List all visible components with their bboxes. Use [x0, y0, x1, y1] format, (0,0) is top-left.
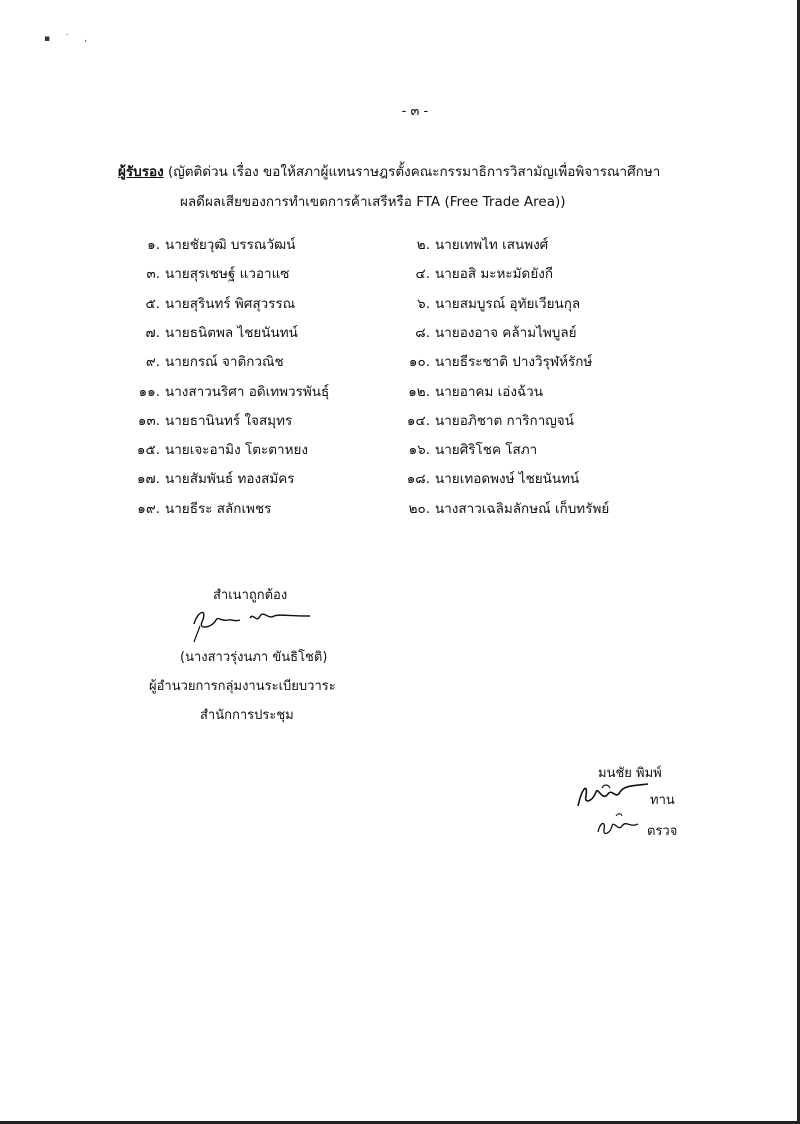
member-number: ๑๓.: [137, 413, 160, 429]
signature-reviewer: [574, 778, 654, 812]
member-item: [126, 497, 271, 519]
member-item: [396, 350, 592, 372]
member-name: นายสมบูรณ์ อุทัยเวียนกุล: [435, 296, 581, 312]
member-item: [126, 438, 308, 460]
heading-line-2: ผลดีผลเสียของการทำเขตการค้าเสรีหรือ FTA (Free Trade Area)): [180, 194, 566, 210]
member-name: นายสุรเชษฐ์ แวอาแซ: [165, 266, 290, 282]
member-number: ๑๗.: [136, 471, 160, 487]
page-number: - ๓ -: [401, 104, 429, 119]
member-name: นายอภิชาต การิกาญจน์: [435, 413, 574, 429]
member-name: นายเทพไท เสนพงศ์: [435, 237, 549, 253]
member-number: ๗.: [145, 325, 160, 341]
member-name: นางสาวนริศา อดิเทพวรพันธุ์: [165, 384, 330, 400]
member-name: นายกรณ์ จาติกวณิช: [165, 354, 284, 370]
member-item: [396, 292, 580, 314]
member-item: [126, 409, 292, 431]
member-number: ๙.: [145, 354, 160, 370]
certifier-name: (นางสาวรุ่งนภา ขันธิโชติ): [180, 650, 328, 665]
member-number: ๑๙.: [137, 501, 160, 517]
member-item: [126, 321, 298, 343]
member-item: [396, 262, 553, 284]
member-number: ๘.: [415, 325, 430, 341]
member-number: ๒๐.: [408, 501, 430, 517]
certifier-office: สำนักการประชุม: [200, 708, 294, 723]
member-name: นายธีระ สลักเพชร: [165, 501, 272, 517]
member-number: ๑๕.: [136, 442, 160, 458]
member-item: [126, 350, 284, 372]
typed-by: มนชัย พิมพ์: [598, 766, 662, 781]
member-number: ๓.: [146, 266, 160, 282]
signature-certifier: [188, 602, 318, 644]
member-number: ๑๖.: [408, 442, 430, 458]
member-number: ๔.: [415, 266, 430, 282]
member-name: นายธานินทร์ ใจสมุทร: [165, 413, 293, 429]
member-item: [126, 233, 295, 255]
member-name: นายสุรินทร์ พิศสุวรรณ: [165, 296, 296, 312]
reviewed-label: ทาน: [650, 793, 675, 808]
member-name: นายธีระชาติ ปางวิรุฬห์รักษ์: [435, 354, 593, 370]
member-name: นายองอาจ คล้ามไพบูลย์: [435, 325, 577, 341]
member-name: นายชัยวุฒิ บรรณวัฒน์: [165, 237, 296, 253]
member-name: นายเจะอามิง โตะตาหยง: [165, 442, 308, 458]
heading-line-1: [118, 160, 718, 182]
member-number: ๑๔.: [406, 413, 430, 429]
member-number: ๑๐.: [408, 354, 430, 370]
member-name: นายอาคม เอ่งฉ้วน: [435, 384, 543, 400]
member-number: ๒.: [416, 237, 430, 253]
member-name: นายสัมพันธ์ ทองสมัคร: [165, 471, 295, 487]
member-name: นายศิริโชค โสภา: [435, 442, 538, 458]
member-item: [396, 409, 574, 431]
member-item: [126, 292, 295, 314]
scan-specks: ▪ ˙ ,: [44, 34, 94, 44]
member-item: [396, 497, 609, 519]
member-item: [396, 467, 579, 489]
member-item: [396, 233, 548, 255]
member-number: ๑๘.: [406, 471, 430, 487]
member-number: ๕.: [145, 296, 160, 312]
member-number: ๑.: [147, 237, 160, 253]
true-copy-label: สำเนาถูกต้อง: [213, 588, 288, 603]
signature-checker: [594, 810, 644, 840]
member-item: [396, 438, 537, 460]
heading-text-1: (ญัตติด่วน เรื่อง ขอให้สภาผู้แทนราษฎรตั้งคณะกรรมาธิการวิสามัญเพื่อพิจารณาศึกษา: [167, 164, 661, 180]
member-item: [396, 380, 543, 402]
certifier-position: ผู้อำนวยการกลุ่มงานระเบียบวาระ: [149, 679, 336, 694]
member-name: นายอสิ มะหะมัดยังกี: [435, 266, 553, 282]
heading-label: ผู้รับรอง: [118, 164, 164, 180]
member-number: ๑๑.: [138, 384, 160, 400]
member-item: [126, 262, 289, 284]
member-name: นายเทอดพงษ์ ไชยนันทน์: [435, 471, 580, 487]
member-name: นางสาวเฉลิมลักษณ์ เก็บทรัพย์: [435, 501, 610, 517]
member-item: [126, 380, 329, 402]
member-item: [396, 321, 577, 343]
checked-label: ตรวจ: [647, 824, 678, 839]
member-item: [126, 467, 295, 489]
member-number: ๑๒.: [408, 384, 430, 400]
member-name: นายธนิตพล ไชยนันทน์: [165, 325, 298, 341]
member-number: ๖.: [417, 296, 430, 312]
